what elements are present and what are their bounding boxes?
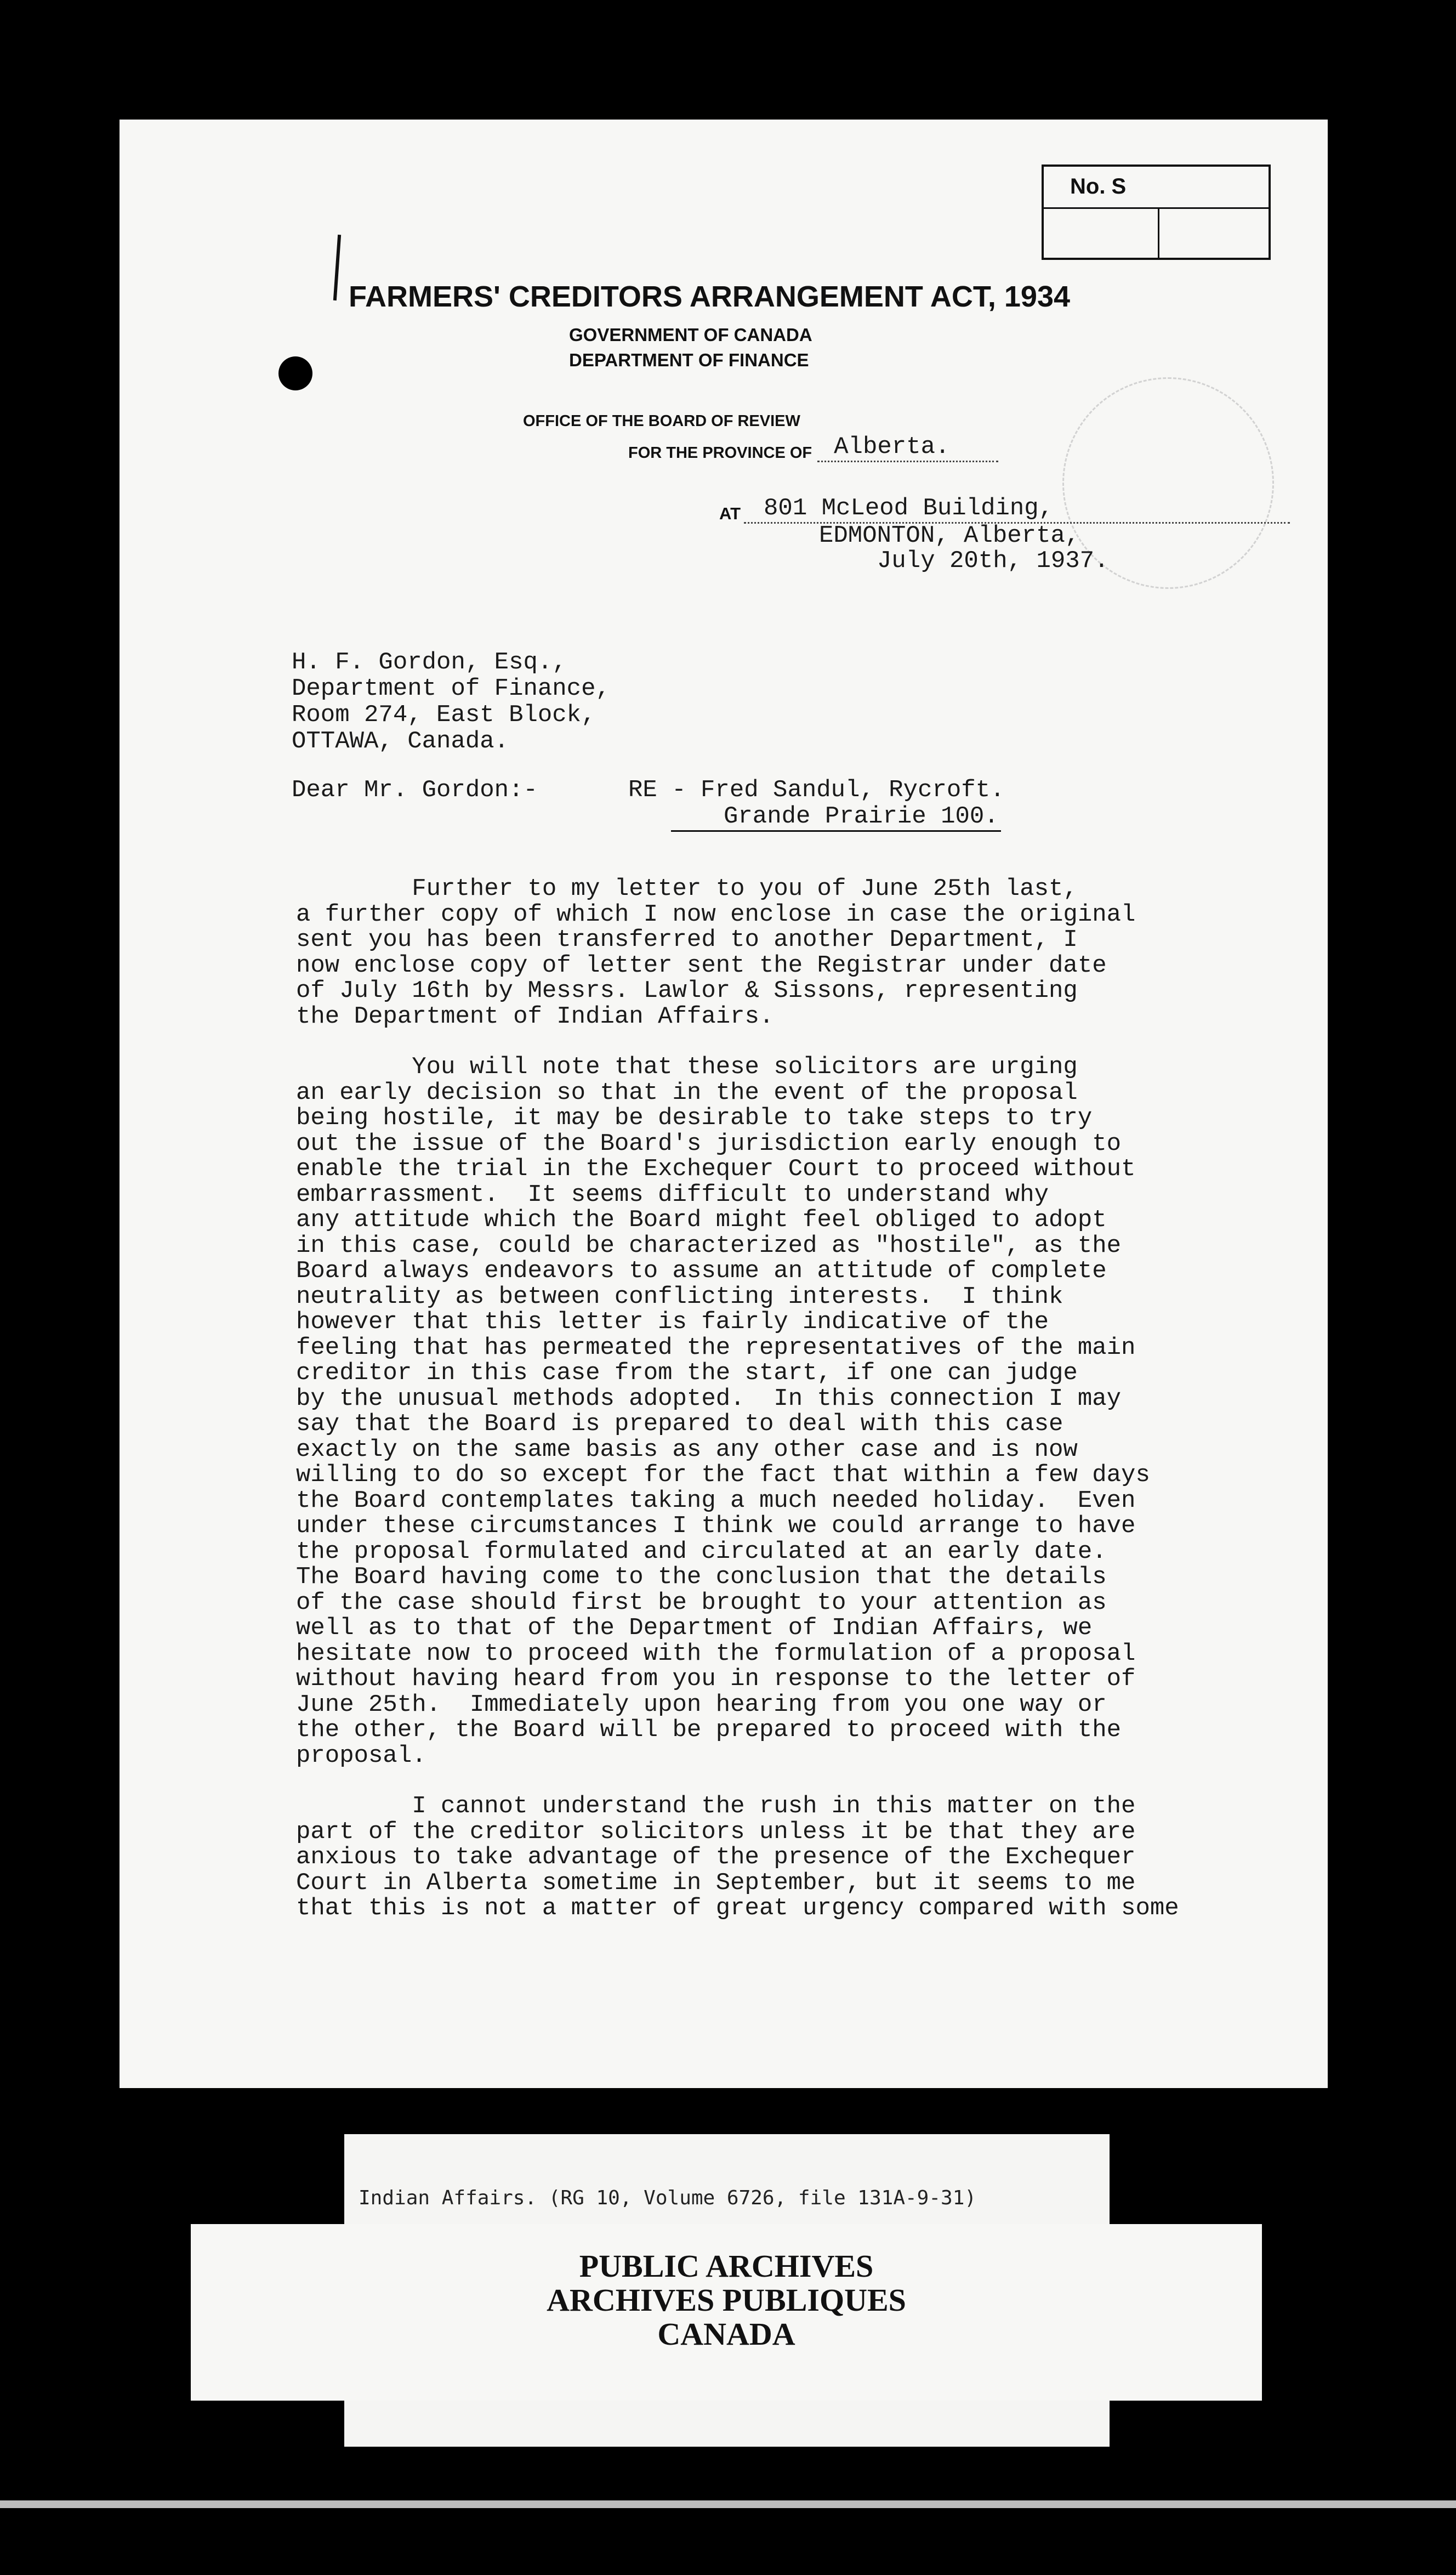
province-label: FOR THE PROVINCE OF bbox=[628, 444, 812, 462]
recipient-line: Room 274, East Block, bbox=[292, 701, 596, 729]
archive-line-2: ARCHIVES PUBLIQUES bbox=[547, 2282, 906, 2318]
archive-stamp-card bbox=[191, 2224, 1262, 2401]
province-line bbox=[628, 433, 998, 462]
film-edge-strip bbox=[0, 2500, 1456, 2508]
recipient-line: H. F. Gordon, Esq., bbox=[292, 649, 567, 676]
office-line: OFFICE OF THE BOARD OF REVIEW bbox=[523, 412, 800, 430]
paragraph-1: Further to my letter to you of June 25th last, a further copy of which I now enclose in case the original sent you has been transferred to another Department, I now enclose copy of letter sent the Registrar under date of July 16th by Messrs. Lawlor & Sissons, representing the Department of Indian Affairs. bbox=[296, 875, 1136, 1030]
re-line: RE - Fred Sandul, Rycroft. bbox=[628, 776, 1005, 804]
letter-body bbox=[296, 876, 1179, 1947]
file-number-box bbox=[1042, 165, 1271, 260]
recipient-line: Department of Finance, bbox=[292, 675, 610, 702]
letter-page bbox=[120, 120, 1328, 2088]
archive-line-3: CANADA bbox=[657, 2316, 795, 2352]
government-line: GOVERNMENT OF CANADA bbox=[569, 325, 812, 345]
file-number-label: No. S bbox=[1070, 174, 1127, 198]
archive-line-1: PUBLIC ARCHIVES bbox=[579, 2248, 874, 2284]
department-line: DEPARTMENT OF FINANCE bbox=[569, 350, 809, 370]
ink-blot bbox=[278, 356, 312, 390]
letter-date: July 20th, 1937. bbox=[877, 547, 1109, 575]
act-title: FARMERS' CREDITORS ARRANGEMENT ACT, 1934 bbox=[349, 280, 1071, 313]
address-street: 801 McLeod Building, bbox=[744, 495, 1290, 524]
paragraph-3: I cannot understand the rush in this matter on the part of the creditor solicitors unless it be that they are anxious to take advantage of the presence of the Exchequer Court in Alberta sometime in September, but it seems to me that this is not a matter of great urgency compared with some bbox=[296, 1793, 1179, 1922]
recipient-line: OTTAWA, Canada. bbox=[292, 728, 509, 755]
recipient-address bbox=[292, 649, 610, 755]
re-file: Grande Prairie 100. bbox=[671, 803, 1001, 832]
salutation: Dear Mr. Gordon:- bbox=[292, 776, 538, 804]
paragraph-2: You will note that these solicitors are urging an early decision so that in the event of the proposal being hostile, it may be desirable to take steps to try out the issue of the Board's jurisdiction early enough to enable the trial in the Exchequer Court to proceed without embarrassment. It seems difficult to understand why any attitude which the Board might feel obliged to adopt in this case, could be characterized as "hostile", as the Board always endeavors to assume an attitude of complete neutrality as between conflicting interests. I think however that this letter is fairly indicative of the feeling that has permeated the representatives of the main creditor in this case from the start, if one can judge by the unusual methods adopted. In this connection I may say that the Board is prepared to deal with this case exactly on the same basis as any other case and is now willing to do so except for the fact that within a few days the Board contemplates taking a much needed holiday. Even under these circumstances I think we could arrange to have the proposal formulated and circulated at an early date. The Board having come to the conclusion that the details of the case should first be brought to your attention as well as to that of the Department of Indian Affairs, we hesitate now to proceed with the formulation of a proposal without having heard from you in response to the letter of June 25th. Immediately upon hearing from you one way or the other, the Board will be prepared to proceed with the proposal. bbox=[296, 1053, 1150, 1769]
at-label: AT bbox=[719, 504, 741, 523]
address-line bbox=[719, 495, 1290, 524]
archive-reference: Indian Affairs. (RG 10, Volume 6726, file 131A-9-31) bbox=[359, 2187, 977, 2209]
address-city: EDMONTON, Alberta, bbox=[819, 522, 1080, 549]
province-value: Alberta. bbox=[817, 433, 998, 462]
pen-mark bbox=[333, 235, 341, 300]
